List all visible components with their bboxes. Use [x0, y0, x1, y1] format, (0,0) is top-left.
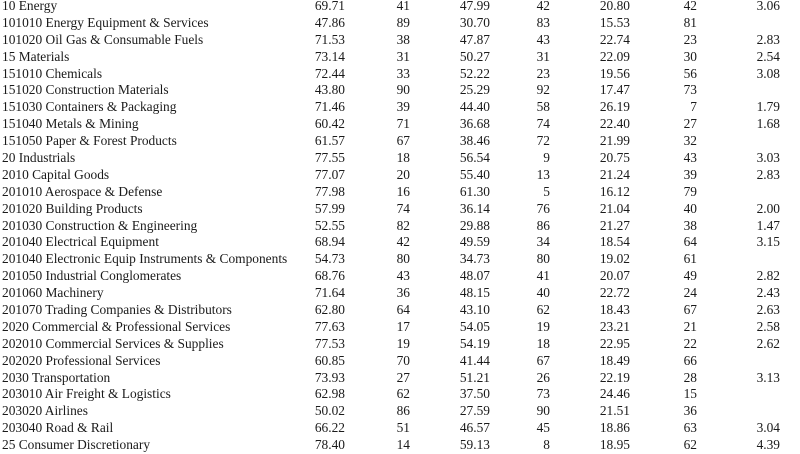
cell-rank-3: 64	[683, 234, 697, 250]
cell-rank-3: 38	[683, 217, 697, 233]
cell-rank-2: 90	[536, 403, 550, 419]
cell-rank-2: 26	[536, 369, 550, 385]
cell-value-2: 41.44	[459, 352, 490, 368]
table-row	[0, 370, 800, 387]
cell-value-3: 18.54	[599, 234, 630, 250]
cell-value-3: 21.04	[599, 200, 630, 216]
cell-industry-name: 151050 Paper & Forest Products	[2, 133, 177, 149]
cell-value-2: 54.19	[459, 335, 490, 351]
cell-value-1: 68.94	[314, 234, 345, 250]
cell-rank-2: 40	[536, 285, 550, 301]
table-row	[0, 437, 800, 454]
cell-rank-1: 20	[396, 166, 410, 182]
cell-rank-2: 18	[536, 335, 550, 351]
cell-rank-3: 56	[683, 65, 697, 81]
cell-value-1: 71.64	[314, 285, 345, 301]
table-row	[0, 420, 800, 437]
cell-rank-2: 45	[536, 420, 550, 436]
cell-value-4: 2.54	[756, 48, 780, 64]
cell-value-1: 77.07	[314, 166, 345, 182]
cell-rank-1: 51	[396, 420, 410, 436]
cell-value-4: 2.43	[756, 285, 780, 301]
cell-value-2: 47.99	[459, 0, 490, 13]
cell-value-4: 2.83	[756, 31, 780, 47]
cell-rank-1: 14	[396, 437, 410, 453]
cell-rank-3: 21	[683, 318, 697, 334]
cell-rank-3: 61	[683, 251, 697, 267]
cell-value-3: 21.99	[599, 133, 630, 149]
table-row	[0, 302, 800, 319]
cell-industry-name: 101010 Energy Equipment & Services	[2, 14, 209, 30]
cell-value-1: 78.40	[314, 437, 345, 453]
cell-rank-1: 43	[396, 268, 410, 284]
cell-industry-name: 151030 Containers & Packaging	[2, 99, 177, 115]
cell-value-1: 77.55	[314, 150, 345, 166]
cell-value-2: 36.14	[459, 200, 490, 216]
cell-value-2: 34.73	[459, 251, 490, 267]
cell-industry-name: 25 Consumer Discretionary	[2, 437, 151, 453]
cell-value-4: 3.13	[756, 369, 780, 385]
cell-rank-3: 42	[683, 0, 697, 13]
cell-rank-2: 43	[536, 31, 550, 47]
cell-rank-2: 8	[543, 437, 550, 453]
cell-value-1: 77.63	[314, 318, 345, 334]
cell-value-3: 20.07	[599, 268, 630, 284]
cell-rank-1: 86	[396, 403, 410, 419]
cell-value-3: 19.02	[599, 251, 630, 267]
cell-industry-name: 201020 Building Products	[2, 200, 143, 216]
cell-value-1: 71.53	[314, 31, 345, 47]
cell-value-1: 62.80	[314, 302, 345, 318]
cell-industry-name: 15 Materials	[2, 48, 70, 64]
cell-value-3: 16.12	[599, 183, 630, 199]
cell-value-3: 24.46	[599, 386, 630, 402]
cell-rank-1: 67	[396, 133, 410, 149]
cell-value-2: 52.22	[459, 65, 490, 81]
cell-value-1: 60.85	[314, 352, 345, 368]
cell-rank-2: 41	[536, 268, 550, 284]
cell-value-2: 27.59	[459, 403, 490, 419]
cell-rank-1: 36	[396, 285, 410, 301]
cell-value-3: 22.74	[599, 31, 630, 47]
cell-rank-3: 28	[683, 369, 697, 385]
cell-rank-1: 17	[396, 318, 410, 334]
cell-industry-name: 203010 Air Freight & Logistics	[2, 386, 171, 402]
cell-value-4: 3.06	[756, 0, 780, 13]
table-row	[0, 0, 800, 15]
cell-value-2: 46.57	[459, 420, 490, 436]
cell-industry-name: 201030 Construction & Engineering	[2, 217, 198, 233]
cell-rank-2: 86	[536, 217, 550, 233]
cell-rank-3: 63	[683, 420, 697, 436]
cell-value-4: 3.03	[756, 150, 780, 166]
cell-rank-3: 49	[683, 268, 697, 284]
cell-rank-2: 80	[536, 251, 550, 267]
table-row	[0, 268, 800, 285]
cell-rank-1: 74	[396, 200, 410, 216]
cell-rank-3: 39	[683, 166, 697, 182]
cell-rank-1: 18	[396, 150, 410, 166]
table-row	[0, 386, 800, 403]
cell-industry-name: 201060 Machinery	[2, 285, 104, 301]
cell-value-4: 3.04	[756, 420, 780, 436]
cell-value-1: 50.02	[314, 403, 345, 419]
cell-value-3: 18.86	[599, 420, 630, 436]
cell-value-2: 36.68	[459, 116, 490, 132]
table-row	[0, 150, 800, 167]
cell-rank-1: 64	[396, 302, 410, 318]
cell-industry-name: 202020 Professional Services	[2, 352, 161, 368]
cell-value-1: 77.53	[314, 335, 345, 351]
cell-value-1: 73.93	[314, 369, 345, 385]
cell-industry-name: 201040 Electronic Equip Instruments & Components	[2, 251, 288, 267]
cell-rank-3: 62	[683, 437, 697, 453]
cell-rank-1: 27	[396, 369, 410, 385]
cell-value-4: 2.58	[756, 318, 780, 334]
cell-rank-2: 13	[536, 166, 550, 182]
cell-rank-2: 72	[536, 133, 550, 149]
cell-industry-name: 2030 Transportation	[2, 369, 111, 385]
cell-value-1: 54.73	[314, 251, 345, 267]
cell-value-3: 20.80	[599, 0, 630, 13]
cell-rank-1: 62	[396, 386, 410, 402]
cell-value-4: 4.39	[756, 437, 780, 453]
cell-value-1: 57.99	[314, 200, 345, 216]
cell-value-1: 61.57	[314, 133, 345, 149]
table-row	[0, 116, 800, 133]
cell-rank-2: 9	[543, 150, 550, 166]
cell-value-3: 21.24	[599, 166, 630, 182]
table-row	[0, 82, 800, 99]
cell-value-3: 22.72	[599, 285, 630, 301]
cell-value-1: 71.46	[314, 99, 345, 115]
cell-value-1: 52.55	[314, 217, 345, 233]
cell-industry-name: 203020 Airlines	[2, 403, 88, 419]
cell-value-3: 26.19	[599, 99, 630, 115]
cell-value-4: 1.47	[756, 217, 780, 233]
table-row	[0, 403, 800, 420]
cell-value-3: 19.56	[599, 65, 630, 81]
cell-value-1: 69.71	[314, 0, 345, 13]
cell-rank-2: 67	[536, 352, 550, 368]
cell-rank-3: 30	[683, 48, 697, 64]
cell-industry-name: 201070 Trading Companies & Distributors	[2, 302, 232, 318]
table-row	[0, 201, 800, 218]
cell-value-3: 22.09	[599, 48, 630, 64]
cell-value-2: 48.07	[459, 268, 490, 284]
cell-value-1: 43.80	[314, 82, 345, 98]
cell-rank-1: 82	[396, 217, 410, 233]
cell-industry-name: 151040 Metals & Mining	[2, 116, 139, 132]
cell-rank-3: 73	[683, 82, 697, 98]
cell-value-3: 15.53	[599, 14, 630, 30]
cell-value-1: 72.44	[314, 65, 345, 81]
cell-value-2: 51.21	[459, 369, 490, 385]
cell-value-4: 1.68	[756, 116, 780, 132]
table-row	[0, 319, 800, 336]
cell-rank-1: 70	[396, 352, 410, 368]
cell-value-2: 59.13	[459, 437, 490, 453]
cell-value-3: 22.40	[599, 116, 630, 132]
cell-value-1: 62.98	[314, 386, 345, 402]
cell-value-2: 56.54	[459, 150, 490, 166]
cell-value-2: 25.29	[459, 82, 490, 98]
cell-industry-name: 201050 Industrial Conglomerates	[2, 268, 182, 284]
cell-rank-3: 81	[683, 14, 697, 30]
cell-value-4: 1.79	[756, 99, 780, 115]
cell-rank-1: 16	[396, 183, 410, 199]
cell-value-2: 47.87	[459, 31, 490, 47]
cell-value-2: 48.15	[459, 285, 490, 301]
table-row	[0, 251, 800, 268]
cell-rank-3: 27	[683, 116, 697, 132]
cell-value-3: 20.75	[599, 150, 630, 166]
cell-rank-2: 42	[536, 0, 550, 13]
table-row	[0, 99, 800, 116]
cell-rank-3: 40	[683, 200, 697, 216]
cell-value-1: 73.14	[314, 48, 345, 64]
cell-industry-name: 201040 Electrical Equipment	[2, 234, 159, 250]
cell-value-2: 61.30	[459, 183, 490, 199]
cell-rank-2: 5	[543, 183, 550, 199]
table-row	[0, 336, 800, 353]
cell-value-1: 68.76	[314, 268, 345, 284]
cell-value-4: 2.82	[756, 268, 780, 284]
table-row	[0, 353, 800, 370]
cell-rank-3: 79	[683, 183, 697, 199]
cell-value-1: 47.86	[314, 14, 345, 30]
table-row	[0, 184, 800, 201]
cell-rank-3: 66	[683, 352, 697, 368]
cell-value-3: 23.21	[599, 318, 630, 334]
cell-value-4: 2.00	[756, 200, 780, 216]
cell-rank-3: 24	[683, 285, 697, 301]
cell-value-4: 3.15	[756, 234, 780, 250]
table-row	[0, 66, 800, 83]
cell-rank-1: 41	[396, 0, 410, 13]
cell-value-2: 38.46	[459, 133, 490, 149]
cell-rank-2: 73	[536, 386, 550, 402]
cell-value-3: 21.27	[599, 217, 630, 233]
cell-industry-name: 2010 Capital Goods	[2, 166, 110, 182]
cell-value-3: 17.47	[599, 82, 630, 98]
table-row	[0, 234, 800, 251]
cell-value-3: 22.19	[599, 369, 630, 385]
cell-rank-2: 92	[536, 82, 550, 98]
cell-value-4: 2.62	[756, 335, 780, 351]
cell-industry-name: 151010 Chemicals	[2, 65, 103, 81]
table-row	[0, 218, 800, 235]
cell-rank-2: 83	[536, 14, 550, 30]
cell-industry-name: 10 Energy	[2, 0, 58, 13]
cell-value-2: 49.59	[459, 234, 490, 250]
cell-rank-2: 23	[536, 65, 550, 81]
cell-value-1: 60.42	[314, 116, 345, 132]
cell-value-2: 44.40	[459, 99, 490, 115]
cell-industry-name: 2020 Commercial & Professional Services	[2, 318, 231, 334]
cell-rank-1: 89	[396, 14, 410, 30]
cell-rank-1: 90	[396, 82, 410, 98]
cell-value-2: 30.70	[459, 14, 490, 30]
cell-rank-2: 19	[536, 318, 550, 334]
cell-industry-name: 151020 Construction Materials	[2, 82, 169, 98]
cell-value-2: 29.88	[459, 217, 490, 233]
cell-rank-1: 33	[396, 65, 410, 81]
cell-value-2: 54.05	[459, 318, 490, 334]
cell-value-3: 18.95	[599, 437, 630, 453]
cell-rank-3: 23	[683, 31, 697, 47]
table-row	[0, 15, 800, 32]
cell-industry-name: 201010 Aerospace & Defense	[2, 183, 163, 199]
cell-rank-2: 58	[536, 99, 550, 115]
cell-value-2: 55.40	[459, 166, 490, 182]
table-row	[0, 133, 800, 150]
cell-value-4: 2.83	[756, 166, 780, 182]
cell-value-3: 22.95	[599, 335, 630, 351]
cell-rank-1: 31	[396, 48, 410, 64]
cell-rank-1: 42	[396, 234, 410, 250]
cell-rank-3: 43	[683, 150, 697, 166]
cell-value-4: 3.08	[756, 65, 780, 81]
cell-value-4: 2.63	[756, 302, 780, 318]
cell-rank-3: 36	[683, 403, 697, 419]
cell-rank-2: 74	[536, 116, 550, 132]
cell-rank-1: 19	[396, 335, 410, 351]
cell-value-3: 18.49	[599, 352, 630, 368]
table-row	[0, 285, 800, 302]
cell-value-2: 50.27	[459, 48, 490, 64]
cell-rank-1: 38	[396, 31, 410, 47]
cell-industry-name: 101020 Oil Gas & Consumable Fuels	[2, 31, 204, 47]
cell-industry-name: 203040 Road & Rail	[2, 420, 114, 436]
table-row	[0, 32, 800, 49]
cell-rank-3: 15	[683, 386, 697, 402]
table-row	[0, 167, 800, 184]
table-row	[0, 49, 800, 66]
cell-value-3: 18.43	[599, 302, 630, 318]
cell-rank-3: 67	[683, 302, 697, 318]
cell-rank-3: 22	[683, 335, 697, 351]
cell-value-2: 37.50	[459, 386, 490, 402]
cell-value-2: 43.10	[459, 302, 490, 318]
cell-rank-1: 39	[396, 99, 410, 115]
cell-rank-3: 7	[690, 99, 697, 115]
cell-rank-1: 71	[396, 116, 410, 132]
cell-rank-2: 31	[536, 48, 550, 64]
cell-industry-name: 202010 Commercial Services & Supplies	[2, 335, 224, 351]
cell-rank-2: 62	[536, 302, 550, 318]
cell-rank-3: 32	[683, 133, 697, 149]
cell-industry-name: 20 Industrials	[2, 150, 76, 166]
cell-value-1: 66.22	[314, 420, 345, 436]
cell-rank-1: 80	[396, 251, 410, 267]
cell-rank-2: 34	[536, 234, 550, 250]
cell-rank-2: 76	[536, 200, 550, 216]
cell-value-1: 77.98	[314, 183, 345, 199]
cell-value-3: 21.51	[599, 403, 630, 419]
